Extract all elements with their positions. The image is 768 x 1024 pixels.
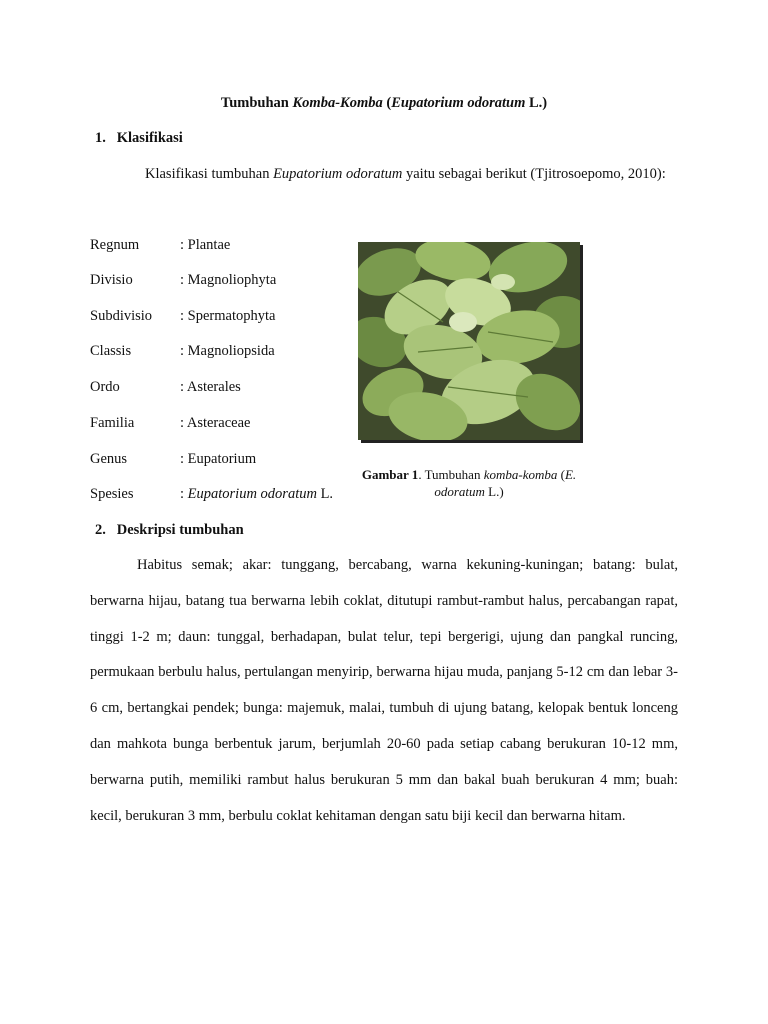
row-value: : Magnoliopsida — [180, 343, 275, 359]
classification-row-familia — [90, 415, 250, 432]
section-1-number: 1. — [95, 130, 106, 146]
caption-pre: . Tumbuhan — [418, 467, 484, 482]
row-key: Divisio — [90, 272, 133, 288]
row-key: Subdivisio — [90, 308, 153, 324]
caption-italic-1: komba-komba — [483, 467, 558, 482]
row-value: : Spermatophyta — [180, 308, 276, 324]
caption-italic-2: E. odoratum — [434, 467, 577, 499]
title-prefix: Tumbuhan — [220, 95, 293, 111]
title-common-name: Komba-Komba — [292, 95, 383, 111]
row-key: Spesies — [90, 486, 134, 502]
row-value-prefix: : — [180, 486, 188, 502]
section-2-title: Deskripsi tumbuhan — [116, 522, 244, 538]
row-value: : Plantae — [180, 237, 231, 253]
figure-caption — [358, 466, 580, 500]
intro-post: yaitu sebagai berikut (Tjitrosoepomo, 2010): — [402, 166, 666, 182]
section-2-number: 2. — [95, 522, 106, 538]
classification-row-spesies — [90, 486, 333, 503]
section-1-heading — [95, 130, 183, 147]
classification-intro — [90, 157, 678, 193]
row-key: Familia — [90, 415, 135, 431]
figure-label: Gambar 1 — [361, 467, 419, 482]
classification-row-regnum — [90, 237, 230, 254]
description-paragraph: Habitus semak; akar: tunggang, bercabang, warna kekuning-kuningan; batang: bulat, berwarna hijau, batang tua berwarna lebih coklat, ditutupi rambut-rambut halus, percabangan rapat, tinggi 1-2 m; daun: tunggal, berhadapan, bulat telur, tepi bergerigi, ujung dan pangkal runcing, permukaan berbulu halus, pertulangan menyirip, berwarna hijau muda, panjang 5-12 cm dan lebar 3-6 cm, bertangkai pendek; bunga: majemuk, malai, tumbuh di ujung batang, kelopak bentuk lonceng dan mahkota bunga berbentuk jarum, berjumlah 20-60 pada setiap cabang berukuran 10-12 mm, berwarna putih, memiliki rambut halus berukuran 5 mm dan bakal buah berukuran 4 mm; buah: kecil, berukuran 3 mm, berbulu coklat kehitaman dengan satu biji kecil dan berwarna hitam. — [90, 557, 678, 824]
row-key: Genus — [90, 451, 128, 467]
page-title — [0, 95, 768, 112]
title-suffix: L.) — [525, 95, 548, 111]
row-value-suffix: L. — [316, 486, 334, 502]
caption-post: L.) — [484, 484, 504, 499]
row-value: : Magnoliophyta — [180, 272, 277, 288]
row-value: : Asteraceae — [180, 415, 251, 431]
row-key: Ordo — [90, 379, 120, 395]
row-value: : Eupatorium — [180, 451, 257, 467]
classification-row-subdivisio — [90, 308, 275, 325]
plant-photo — [358, 242, 580, 440]
title-latin-name: Eupatorium odoratum — [391, 95, 526, 111]
row-key: Classis — [90, 343, 132, 359]
caption-mid: ( — [557, 467, 565, 482]
section-1-title: Klasifikasi — [116, 130, 183, 146]
classification-row-divisio — [90, 272, 276, 289]
intro-pre: Klasifikasi tumbuhan — [145, 166, 274, 182]
intro-italic: Eupatorium odoratum — [273, 166, 403, 182]
classification-row-genus — [90, 451, 256, 468]
title-open: ( — [382, 95, 392, 111]
classification-row-ordo — [90, 379, 241, 396]
plant-photo-image — [358, 242, 580, 440]
classification-row-classis — [90, 343, 275, 360]
section-2-heading — [95, 522, 244, 539]
row-key: Regnum — [90, 237, 140, 253]
row-value: : Asterales — [180, 379, 241, 395]
row-value-italic: Eupatorium odoratum — [187, 486, 317, 502]
